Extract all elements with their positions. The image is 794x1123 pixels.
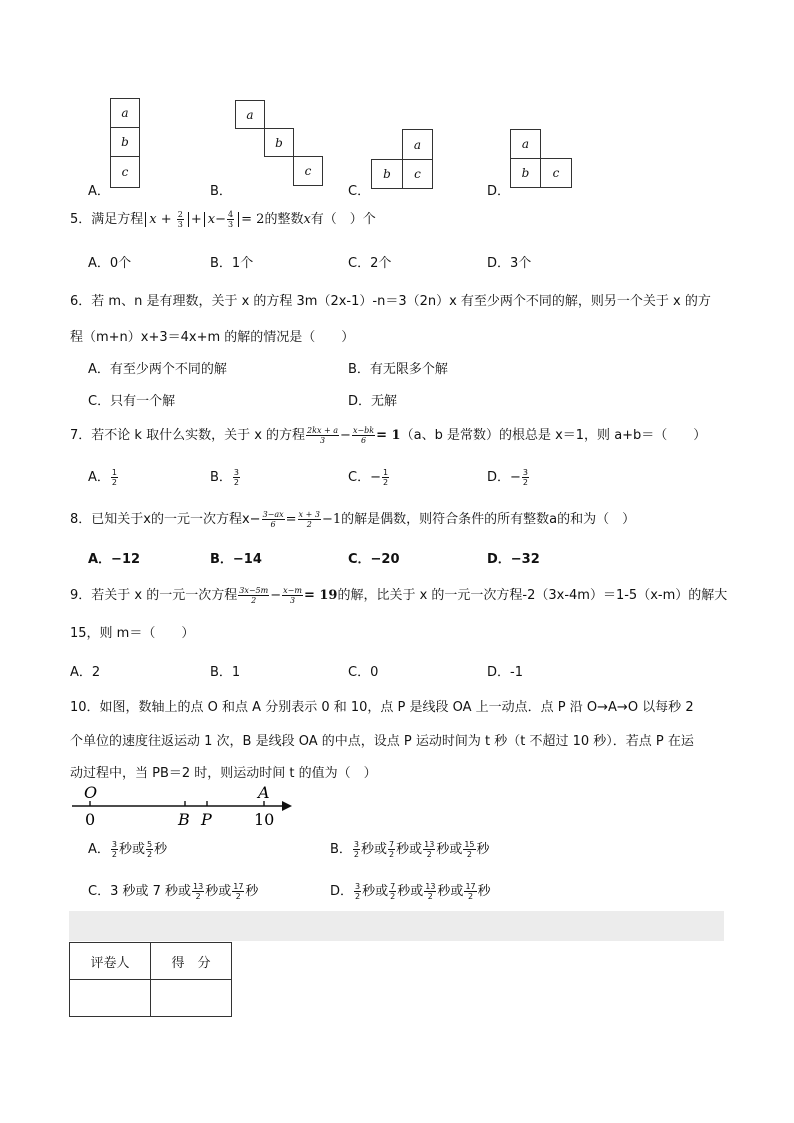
score-table-header-score: 得 分: [151, 943, 232, 980]
score-table-header-grader: 评卷人: [70, 943, 151, 980]
number-line-diagram: [68, 782, 308, 830]
q5-option-b: B．1个: [210, 256, 254, 271]
section-divider-bar: [69, 911, 724, 941]
label-o: O: [84, 783, 98, 802]
option-a-label: A．: [88, 184, 110, 199]
q10-option-d: D． $\frac{3}{2}$ 秒或 $\frac{7}{2}$ 秒或 $\frac{13}{2}$ 秒或 $\frac{17}{2}$ 秒: [330, 882, 491, 901]
score-table-cell-score[interactable]: [151, 980, 232, 1017]
q6-option-a: A．有至少两个不同的解: [88, 362, 227, 377]
q8-option-d: D．−32: [487, 552, 540, 567]
arrow-right-icon: [282, 801, 292, 811]
q8-option-c: C．−20: [348, 552, 400, 567]
score-table: [69, 942, 232, 1017]
option-b-label: B．: [210, 184, 232, 199]
question-10-line2: 个单位的速度往返运动 1 次，B 是线段 OA 的中点，设点 P 运动时间为 t 秒（t 不超过 10 秒）．若点 P 在运: [70, 734, 694, 749]
score-table-cell-grader[interactable]: [70, 980, 151, 1017]
q9-option-a: A．2: [70, 665, 101, 680]
cell-b: b: [371, 159, 403, 189]
cell-b: b: [110, 127, 140, 157]
q7-option-c: C．− $\frac{1}{2}$: [348, 468, 389, 487]
cell-c: c: [402, 159, 433, 189]
q6-option-b: B．有无限多个解: [348, 362, 448, 377]
option-d-label: D．: [487, 184, 511, 199]
cell-b: b: [510, 158, 541, 188]
question-5-stem: 5．满足方程 x + $\frac{2}{3}$ + x− $\frac{4}{3}$ = 2的整数x有（ ）个: [70, 210, 376, 229]
q9-option-d: D．-1: [487, 665, 523, 680]
q5-option-a: A．0个: [88, 256, 132, 271]
question-7-stem: 7．若不论 k 取什么实数，关于 x 的方程 $\frac{2kx + a}{3}$ − $\frac{x-bk}{6}$ = 1（a、b 是常数）的根总是 x＝1，则 a+b＝（ ）: [70, 426, 707, 445]
q8-option-b: B．−14: [210, 552, 262, 567]
q10-option-b: B． $\frac{3}{2}$ 秒或 $\frac{7}{2}$ 秒或 $\frac{13}{2}$ 秒或 $\frac{15}{2}$ 秒: [330, 840, 490, 859]
q6-option-d: D．无解: [348, 394, 398, 409]
question-10-line3: 动过程中，当 PB＝2 时，则运动时间 t 的值为（ ）: [70, 766, 377, 781]
question-8-stem: 8．已知关于x的一元一次方程x− $\frac{3-ax}{6}$ = $\frac{x + 3}{2}$ −1的解是偶数，则符合条件的所有整数a的和为（ ）: [70, 510, 636, 529]
q7-option-b: B． $\frac{3}{2}$: [210, 468, 240, 487]
q9-option-b: B．1: [210, 665, 241, 680]
q7-option-a: A． $\frac{1}{2}$: [88, 468, 117, 487]
cell-c: c: [293, 156, 323, 186]
question-6-line1: 6．若 m、n 是有理数，关于 x 的方程 3m（2x-1）-n＝3（2n）x 有至少两个不同的解，则另一个关于 x 的方: [70, 294, 711, 309]
cell-c: c: [540, 158, 572, 188]
q6-option-c: C．只有一个解: [88, 394, 176, 409]
q9-option-c: C．0: [348, 665, 379, 680]
question-6-line2: 程（m+n）x+3＝4x+m 的解的情况是（ ）: [70, 330, 355, 345]
label-ten: 10: [254, 810, 275, 829]
question-9-line2: 15，则 m＝（ ）: [70, 626, 195, 641]
label-b: B: [178, 810, 190, 829]
q8-option-a: A．−12: [88, 552, 141, 567]
cell-a: a: [402, 129, 433, 160]
cell-a: a: [235, 100, 265, 129]
cell-c: c: [110, 156, 140, 188]
cell-b: b: [264, 128, 294, 157]
question-10-line1: 10．如图，数轴上的点 O 和点 A 分别表示 0 和 10，点 P 是线段 OA 上一动点．点 P 沿 O→A→O 以每秒 2: [70, 700, 694, 715]
label-p: P: [201, 810, 212, 829]
cell-a: a: [110, 98, 140, 128]
q5-option-c: C．2个: [348, 256, 392, 271]
question-9-stem: 9．若关于 x 的一元一次方程 $\frac{3x-5m}{2}$ − $\frac{x-m}{3}$ = 19的解，比关于 x 的一元一次方程-2（3x-4m）＝1-5（x-m）的解大: [70, 586, 728, 605]
q7-option-d: D．− $\frac{3}{2}$: [487, 468, 528, 487]
cell-a: a: [510, 129, 541, 159]
q5-option-d: D．3个: [487, 256, 532, 271]
label-zero: 0: [85, 810, 96, 829]
q10-option-a: A． $\frac{3}{2}$ 秒或 $\frac{5}{2}$ 秒: [88, 840, 168, 859]
q10-option-c: C．3 秒或 7 秒或 $\frac{13}{2}$ 秒或 $\frac{17}{2}$ 秒: [88, 882, 259, 901]
option-c-label: C．: [348, 184, 371, 199]
label-a: A: [258, 783, 270, 802]
